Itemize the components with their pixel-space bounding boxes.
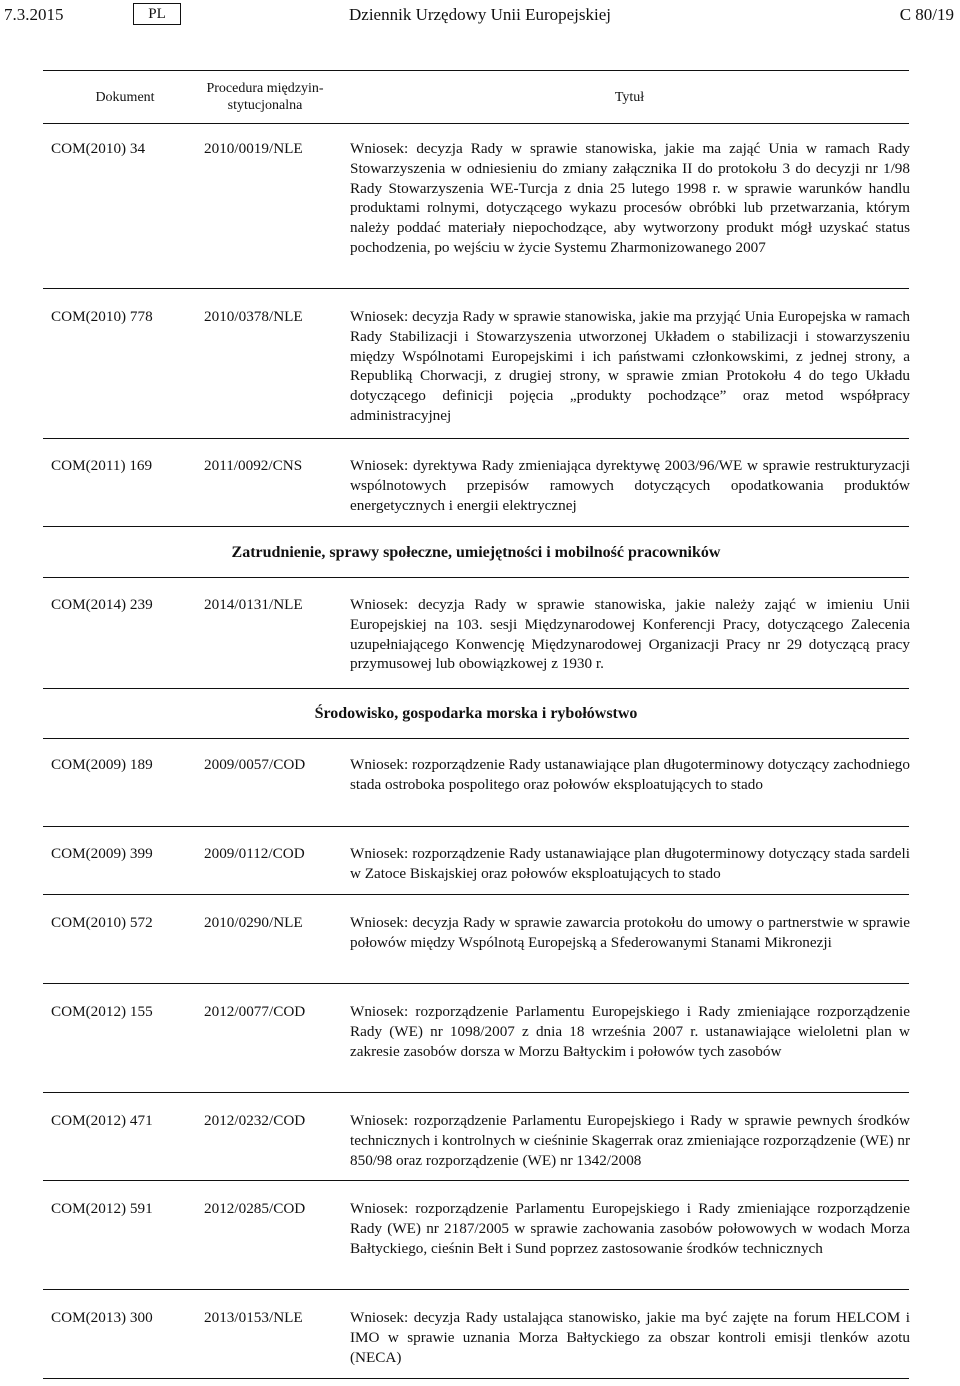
document-reference: COM(2010) 34: [51, 140, 146, 157]
procedure-number: 2010/0290/NLE: [204, 914, 303, 931]
document-reference: COM(2013) 300: [51, 1309, 153, 1326]
section-rule: [43, 577, 909, 578]
table-top-rule: [43, 70, 909, 71]
procedure-number: 2010/0378/NLE: [204, 308, 303, 325]
page-reference: C 80/19: [899, 5, 954, 24]
row-divider: [43, 826, 909, 827]
column-header-procedure-line-1: Procedura międzyin-: [206, 81, 324, 96]
row-divider: [43, 983, 909, 984]
document-reference: COM(2009) 189: [51, 756, 153, 773]
document-title: Wniosek: rozporządzenie Parlamentu Europejskiego i Rady w sprawie pewnych środków technicznych i kontrolnych w cieśninie Skagerrak oraz zmieniające rozporządzenie (WE) nr 850/98 oraz rozporządzenie (WE) nr 1342/2008: [350, 1112, 910, 1169]
row-divider: [43, 288, 909, 289]
procedure-number: 2012/0077/COD: [204, 1003, 306, 1020]
document-title: Wniosek: dyrektywa Rady zmieniająca dyrektywę 2003/96/WE w sprawie restrukturyzacji wspólnotowych przepisów ramowych dotyczących opodatkowania produktów energetycznych i energii elektrycznej: [350, 457, 910, 514]
language-badge: PL: [133, 3, 181, 25]
document-reference: COM(2011) 169: [51, 457, 153, 474]
document-reference: COM(2010) 572: [51, 914, 153, 931]
row-divider: [43, 1092, 909, 1093]
document-title: Wniosek: decyzja Rady w sprawie stanowiska, jakie ma przyjąć Unia Europejska w ramach Rady Stabilizacji i Stowarzyszenia utworzonej Układem o stabilizacji i stowarzyszeniu między Wspólnotami Europejskimi i ich państwami członkowskimi, z jednej strony, a Republiką Chorwacji, z drugiej strony, w sprawie zmian Protokołu 4 do tego Układu dotyczącego definicji pojęcia „produkty pochodzące” oraz metod współpracy administracyjnej: [350, 308, 910, 424]
column-header-title: Tytuł: [614, 90, 645, 105]
row-divider: [43, 526, 909, 527]
procedure-number: 2014/0131/NLE: [204, 596, 303, 613]
column-header-procedure-line-2: stytucjonalna: [227, 98, 303, 113]
document-reference: COM(2012) 471: [51, 1112, 153, 1129]
table-header-rule: [43, 123, 909, 124]
row-divider: [43, 894, 909, 895]
page-header: [0, 0, 960, 32]
publication-date: 7.3.2015: [4, 5, 64, 24]
procedure-number: 2010/0019/NLE: [204, 140, 303, 157]
document-reference: COM(2012) 591: [51, 1200, 153, 1217]
document-reference: COM(2009) 399: [51, 845, 153, 862]
row-divider: [43, 688, 909, 689]
document-title: Wniosek: decyzja Rady w sprawie zawarcia protokołu do umowy o partnerstwie w sprawie połowów między Wspólnotą Europejską a Sfederowanymi Stanami Mikronezji: [350, 914, 910, 951]
journal-title: Dziennik Urzędowy Unii Europejskiej: [349, 5, 612, 24]
row-divider: [43, 1289, 909, 1290]
document-title: Wniosek: decyzja Rady w sprawie stanowiska, jakie należy zająć w imieniu Unii Europejskiej na 103. sesji Międzynarodowej Konferencji Pracy, dotyczącego Zalecenia uzupełniającego Konwencję Międzynarodowej Organizacji Pracy nr 29 dotyczącą pracy przymusowej lub obowiązkowej z 1930 r.: [350, 596, 910, 673]
procedure-number: 2011/0092/CNS: [204, 457, 303, 474]
section-rule: [43, 738, 909, 739]
column-header-document: Dokument: [95, 90, 155, 105]
row-divider: [43, 1180, 909, 1181]
document-title: Wniosek: rozporządzenie Parlamentu Europejskiego i Rady zmieniające rozporządzenie Rady (WE) nr 2187/2005 w sprawie zachowania zasobów połowowych w wodach Morza Bałtyckiego, cieśnin Bełt i Sund poprzez zastosowanie środków technicznych: [350, 1200, 910, 1257]
document-title: Wniosek: rozporządzenie Parlamentu Europejskiego i Rady zmieniające rozporządzenie Rady (WE) nr 1098/2007 z dnia 18 września 2007 r. ustanawiające wieloletni plan w zakresie zasobów dorsza w Morzu Bałtyckim i połowów tych zasobów: [350, 1003, 910, 1060]
row-divider: [43, 438, 909, 439]
procedure-number: 2009/0057/COD: [204, 756, 306, 773]
procedure-number: 2012/0285/COD: [204, 1200, 306, 1217]
table-bottom-rule: [43, 1378, 909, 1379]
procedure-number: 2013/0153/NLE: [204, 1309, 303, 1326]
document-title: Wniosek: rozporządzenie Rady ustanawiające plan długoterminowy dotyczący zachodniego stada ostroboka pospolitego oraz połowów eksploatujących to stado: [350, 756, 910, 793]
document-title: Wniosek: decyzja Rady ustalająca stanowisko, jakie ma być zajęte na forum HELCOM i IMO w sprawie uznania Morza Bałtyckiego za obszar kontroli emisji tlenków azotu (NECA): [350, 1309, 910, 1366]
column-header-procedure: [190, 80, 340, 114]
document-title: Wniosek: rozporządzenie Rady ustanawiające plan długoterminowy dotyczący stada sardeli w Zatoce Biskajskiej oraz połowów eksploatujących to stado: [350, 845, 910, 882]
procedure-number: 2009/0112/COD: [204, 845, 305, 862]
section-heading: Środowisko, gospodarka morska i rybołówstwo: [314, 705, 638, 722]
document-title: Wniosek: decyzja Rady w sprawie stanowiska, jakie ma zająć Unia w ramach Rady Stowarzyszenia w odniesieniu do zmiany załącznika II do protokołu 3 do decyzji nr 1/98 Rady Stowarzyszenia WE-Turcja z dnia 25 lutego 1998 r. w sprawie warunków handlu produktami rolnymi, dotyczącego wykazu procesów obróbki lub przetwarzania, którym należy poddać materiały niepochodzące, aby wytworzony produkt mógł uzyskać status pochodzenia, po wejściu w życie Systemu Zharmonizowanego 2007: [350, 140, 910, 256]
document-reference: COM(2010) 778: [51, 308, 153, 325]
document-reference: COM(2012) 155: [51, 1003, 153, 1020]
section-heading: Zatrudnienie, sprawy społeczne, umiejętności i mobilność pracowników: [231, 544, 721, 561]
procedure-number: 2012/0232/COD: [204, 1112, 306, 1129]
document-reference: COM(2014) 239: [51, 596, 153, 613]
